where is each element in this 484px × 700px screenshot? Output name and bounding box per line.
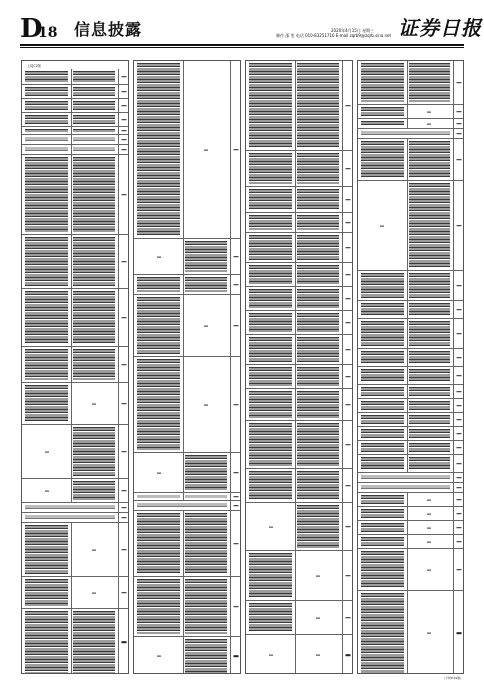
table-row	[22, 513, 128, 523]
table-row	[246, 311, 352, 335]
table-row	[22, 383, 128, 425]
table-row	[246, 213, 352, 233]
table-row	[134, 239, 240, 275]
table-row	[246, 263, 352, 287]
table-row	[358, 473, 463, 483]
table-row	[358, 455, 463, 473]
table-row	[358, 367, 463, 385]
table-row	[246, 389, 352, 421]
table-row	[358, 105, 463, 119]
page-number: 18	[38, 25, 58, 41]
table-row	[358, 535, 463, 549]
table-row	[358, 139, 463, 181]
continued-on-note: (下转D19版)	[444, 676, 462, 680]
table-row	[22, 503, 128, 513]
table-row	[22, 155, 128, 235]
table-row	[134, 357, 240, 453]
table-row	[358, 413, 463, 427]
table-row	[358, 301, 463, 319]
table-row	[22, 99, 128, 113]
table-row	[358, 483, 463, 493]
content-column-2	[133, 60, 241, 674]
table-row	[246, 601, 352, 635]
table-row	[358, 399, 463, 413]
table-row	[246, 469, 352, 503]
table-row	[246, 635, 352, 674]
table-row	[358, 521, 463, 535]
table-row	[246, 187, 352, 213]
table-row	[22, 289, 128, 347]
content-column-4	[357, 60, 464, 674]
table-row	[358, 61, 463, 105]
continued-from-label: 上接C2版	[27, 64, 41, 68]
table-row	[134, 61, 240, 239]
date-line: 2020年4月15日 星期三	[331, 28, 375, 33]
table-row	[22, 523, 128, 577]
table-row	[358, 385, 463, 399]
table-row	[22, 85, 128, 99]
table-row	[134, 637, 240, 674]
table-row	[358, 591, 463, 674]
table-row	[22, 127, 128, 135]
table-row	[358, 441, 463, 455]
table-row	[134, 501, 240, 511]
table-row	[358, 319, 463, 349]
table-row	[22, 145, 128, 155]
table-row	[358, 427, 463, 441]
table-row	[134, 577, 240, 637]
header-rule	[20, 44, 464, 46]
table-row	[134, 493, 240, 501]
table-row	[358, 129, 463, 139]
contact-line: 制作 邵 雯 电话 010-83251716 E-mail zqrb9@zqrb.sina.net	[276, 33, 392, 38]
table-row	[246, 421, 352, 469]
table-row	[246, 551, 352, 601]
header-rule-thin	[20, 47, 464, 48]
table-row	[246, 503, 352, 551]
table-row	[22, 235, 128, 289]
section-title: 信息披露	[74, 20, 143, 39]
table-row	[134, 453, 240, 493]
table-row	[134, 275, 240, 295]
table-row	[358, 181, 463, 271]
table-row	[22, 113, 128, 127]
table-row	[246, 335, 352, 365]
table-row	[22, 347, 128, 383]
table-row	[358, 549, 463, 591]
table-row	[22, 609, 128, 674]
table-row	[22, 425, 128, 479]
table-row	[134, 295, 240, 357]
table-row	[358, 493, 463, 507]
table-row	[246, 365, 352, 389]
table-row	[246, 233, 352, 263]
masthead-logo: 证券日报	[398, 16, 482, 40]
table-row	[246, 61, 352, 151]
table-row	[22, 479, 128, 503]
content-column-3	[245, 60, 353, 674]
table-row	[22, 135, 128, 145]
table-row	[134, 511, 240, 577]
table-row	[22, 69, 128, 85]
page-header	[0, 0, 484, 44]
table-row	[246, 287, 352, 311]
table-row	[358, 507, 463, 521]
table-row	[358, 119, 463, 129]
page-letter: D	[20, 14, 42, 44]
table-row	[358, 271, 463, 301]
table-row	[22, 577, 128, 609]
table-row	[246, 151, 352, 187]
table-row	[358, 349, 463, 367]
content-column-1	[21, 60, 129, 674]
